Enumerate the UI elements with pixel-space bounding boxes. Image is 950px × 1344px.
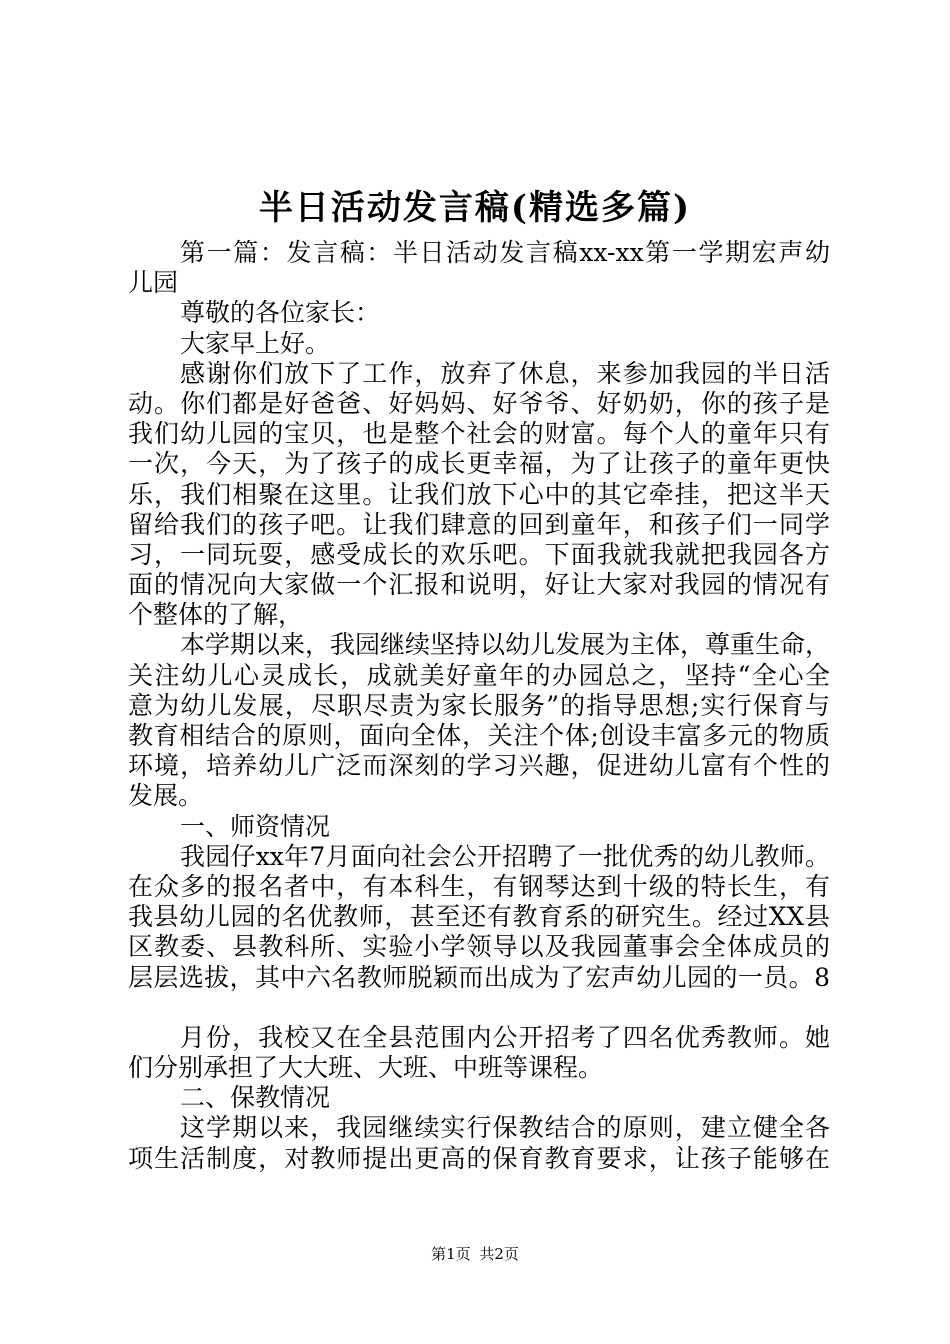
text-line: 感谢你们放下了工作，放弃了休息，来参加我园的半日活 bbox=[180, 358, 830, 388]
blank-line bbox=[128, 993, 830, 1023]
text-line: 意为幼儿发展，尽职尽责为家长服务”的指导思想;实行保育与 bbox=[128, 690, 830, 720]
text-line: 我们幼儿园的宝贝，也是整个社会的财富。每个人的童年只有 bbox=[128, 419, 830, 449]
text-line: 儿园 bbox=[128, 268, 179, 298]
page-footer bbox=[0, 1244, 950, 1264]
text-line: 项生活制度，对教师提出更高的保育教育要求，让孩子能够在 bbox=[128, 1143, 830, 1173]
text-line: 习，一同玩耍，感受成长的欢乐吧。下面我就我就把我园各方 bbox=[128, 539, 830, 569]
text-line: 面的情况向大家做一个汇报和说明，好让大家对我园的情况有 bbox=[128, 570, 830, 600]
page-total: 共2页 bbox=[479, 1245, 519, 1263]
text-line: 一次，今天，为了孩子的成长更幸福，为了让孩子的童年更快 bbox=[128, 449, 830, 479]
text-line: 们分别承担了大大班、大班、中班等课程。 bbox=[128, 1053, 604, 1083]
text-line: 教育相结合的原则，面向全体，关注个体;创设丰富多元的物质 bbox=[128, 721, 830, 750]
text-line: 我园仔xx年7月面向社会公开招聘了一批优秀的幼儿教师。 bbox=[180, 841, 830, 871]
page-number: 第1页 bbox=[431, 1245, 471, 1263]
text-line: 在众多的报名者中，有本科生，有钢琴达到十级的特长生，有 bbox=[128, 871, 830, 901]
text-line: 个整体的了解， bbox=[128, 600, 304, 630]
text-line: 关注幼儿心灵成长，成就美好童年的办园总之，坚持“全心全 bbox=[128, 660, 830, 690]
text-line: 乐，我们相聚在这里。让我们放下心中的其它牵挂，把这半天 bbox=[128, 479, 830, 509]
text-line: 第一篇：发言稿：半日活动发言稿xx-xx第一学期宏声幼 bbox=[180, 238, 830, 267]
text-line: 二、保教情况 bbox=[180, 1083, 331, 1113]
document-title: 半日活动发言稿(精选多篇) bbox=[258, 188, 692, 228]
text-line: 本学期以来，我园继续坚持以幼儿发展为主体，尊重生命， bbox=[180, 630, 831, 660]
text-line: 这学期以来，我园继续实行保教结合的原则，建立健全各 bbox=[180, 1113, 830, 1143]
document-body bbox=[128, 238, 830, 1174]
text-line: 区教委、县教科所、实验小学领导以及我园董事会全体成员的 bbox=[128, 932, 830, 962]
text-line: 月份，我校又在全县范围内公开招考了四名优秀教师。她 bbox=[180, 1022, 830, 1052]
text-line: 环境，培养幼儿广泛而深刻的学习兴趣，促进幼儿富有个性的 bbox=[128, 751, 830, 781]
text-line: 一、师资情况 bbox=[180, 811, 331, 841]
text-line: 留给我们的孩子吧。让我们肆意的回到童年，和孩子们一同学 bbox=[128, 509, 830, 539]
text-line: 动。你们都是好爸爸、好妈妈、好爷爷、好奶奶，你的孩子是 bbox=[128, 388, 830, 418]
text-line: 发展。 bbox=[128, 781, 204, 811]
text-line: 层层选拔，其中六名教师脱颖而出成为了宏声幼儿园的一员。8 bbox=[128, 962, 830, 992]
text-line: 大家早上好。 bbox=[180, 328, 331, 358]
text-line: 尊敬的各位家长： bbox=[180, 298, 381, 328]
text-line: 我县幼儿园的名优教师，甚至还有教育系的研究生。经过XX县 bbox=[128, 902, 830, 932]
